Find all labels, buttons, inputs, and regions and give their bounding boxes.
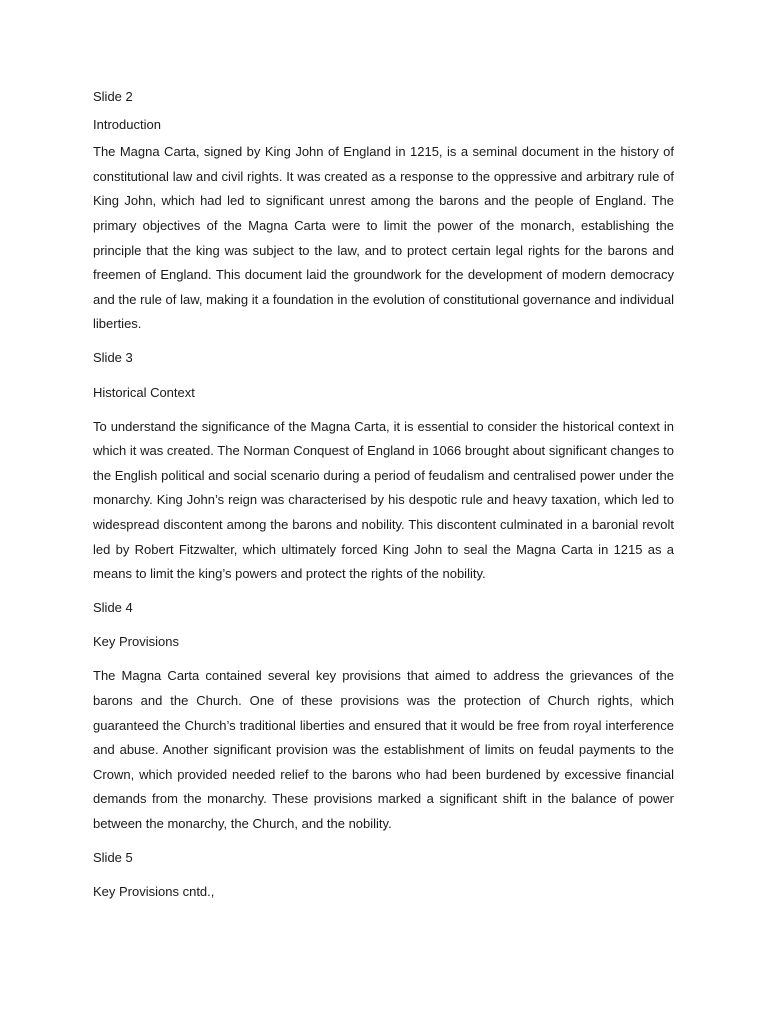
section-heading: Key Provisions — [93, 634, 179, 650]
section-heading: Introduction — [93, 116, 161, 132]
slide-label: Slide 4 — [93, 600, 133, 616]
section-heading: Key Provisions cntd., — [93, 884, 215, 900]
section-heading: Historical Context — [93, 384, 195, 400]
document-page — [93, 85, 674, 905]
section-body: The Magna Carta contained several key provisions that aimed to address the grievances of the barons and the Church. One of these provisions was the protection of Church rights, which guaranteed the Church’s traditional liberties and ensured that it would be free from royal interference and abuse. Another significant provision was the establishment of limits on feudal payments to the Crown, which provided needed relief to the barons who had been burdened by excessive financial demands from the monarchy. These provisions marked a significant shift in the balance of power between the monarchy, the Church, and the nobility. — [93, 668, 674, 832]
slide-label: Slide 2 — [93, 89, 133, 104]
slide-label: Slide 3 — [93, 350, 133, 366]
section-body: To understand the significance of the Magna Carta, it is essential to consider the historical context in which it was created. The Norman Conquest of England in 1066 brought about significant changes to the English political and social scenario during a period of feudalism and centralised power under the monarchy. King John’s reign was characterised by his despotic rule and heavy taxation, which led to widespread discontent among the barons and nobility. This discontent culminated in a baronial revolt led by Robert Fitzwalter, which ultimately forced King John to seal the Magna Carta in 1215 as a means to limit the king’s powers and protect the rights of the nobility. — [93, 418, 674, 582]
section-body: The Magna Carta, signed by King John of England in 1215, is a seminal document in the history of constitutional law and civil rights. It was created as a response to the oppressive and arbitrary rule of King John, which had led to significant unrest among the barons and the people of England. The primary objectives of the Magna Carta were to limit the power of the monarch, establishing the principle that the king was subject to the law, and to protect certain legal rights for the barons and freemen of England. This document laid the groundwork for the development of modern democracy and the rule of law, making it a foundation in the evolution of constitutional governance and individual liberties. — [93, 144, 674, 332]
slide-label: Slide 5 — [93, 850, 133, 866]
